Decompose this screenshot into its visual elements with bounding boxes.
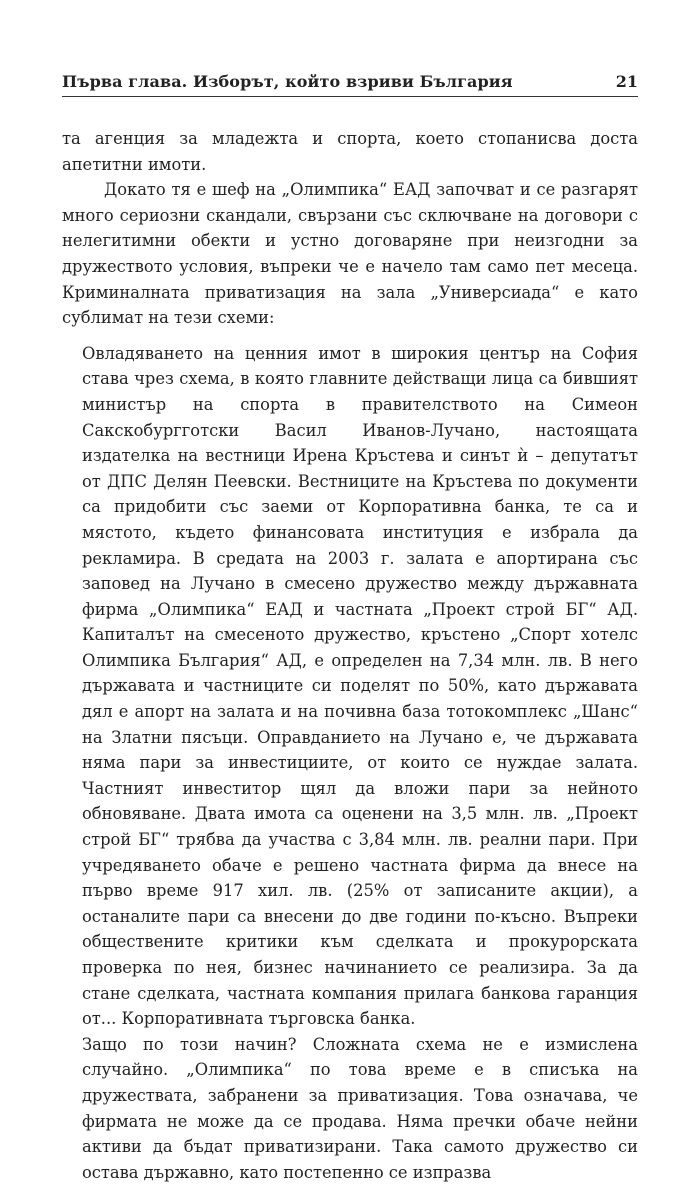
running-header <box>62 70 638 97</box>
page-number: 21 <box>615 72 638 91</box>
block-quote: Овладяването на ценния имот в широкия център на София става чрез схема, в която главните действащи лица са бившият министър на спорта в правителството на Симеон Сакскобургготски Васил Иванов-Лучано, настоящата издателка на вестници Ирена Кръстева и синът ѝ – депутатът от ДПС Делян Пеевски. Вестниците на Кръстева по документи са придобити със заеми от Корпоративна банка, те са и мястото, където финансовата институция е избрала да рекламира. В средата на 2003 г. залата е апортирана със заповед на Лучано в смесено дружество между държавната фирма „Олимпика“ ЕАД и частната „Проект строй БГ“ АД. Капиталът на смесеното дружество, кръстено „Спорт хотелс Олимпика България“ АД, е определен на 7,34 млн. лв. В него държавата и частниците си поделят по 50%, като държавата дял е апорт на залата и на почивна база тотокомплекс „Шанс“ на Златни пясъци. Оправданието на Лучано е, че държавата няма пари за инвестициите, от които се нуждае залата. Частният инвеститор щял да вложи пари за нейното обновяване. Двата имота са оценени на 3,5 млн. лв. „Проект строй БГ“ трябва да участва с 3,84 млн. лв. реални пари. При учредяването обаче е решено частната фирма да внесе на първо време 917 хил. лв. (25% от записаните акции), а останалите пари са внесени до две години по-късно. Въпреки обществените критики към сделката и прокурорската проверка по нея, бизнес начинанието се реализира. За да стане сделката, частната компания прилага банкова гаранция от... Корпоративната търговска банка. <box>82 343 638 1029</box>
paragraph-intro: Докато тя е шеф на „Олимпика“ ЕАД започват и се разгарят много сериозни скандали, свързани със сключване на договори с нелегитимни обекти и устно договаряне при неизгодни за дружеството условия, въпреки че е начело там само пет месеца. Криминалната приватизация на зала „Универсиада“ е като сублимат на тези схеми: <box>62 180 638 328</box>
paragraph-after-quote: Защо по този начин? Сложната схема не е измислена случайно. „Олимпика“ по това време е в списъка на дружествата, забранени за приватизация. Това означава, че фирмата не може да се продава. Няма пречки обаче нейни активи да бъдат приватизирани. Така самото дружество си остава държавно, като постепенно се изпразва <box>82 1034 638 1182</box>
paragraph-continued: та агенция за младежта и спорта, което стопанисва доста апетитни имоти. <box>62 129 638 174</box>
page-body <box>62 126 638 1185</box>
running-title: Първа глава. Изборът, който взриви България <box>62 72 513 91</box>
